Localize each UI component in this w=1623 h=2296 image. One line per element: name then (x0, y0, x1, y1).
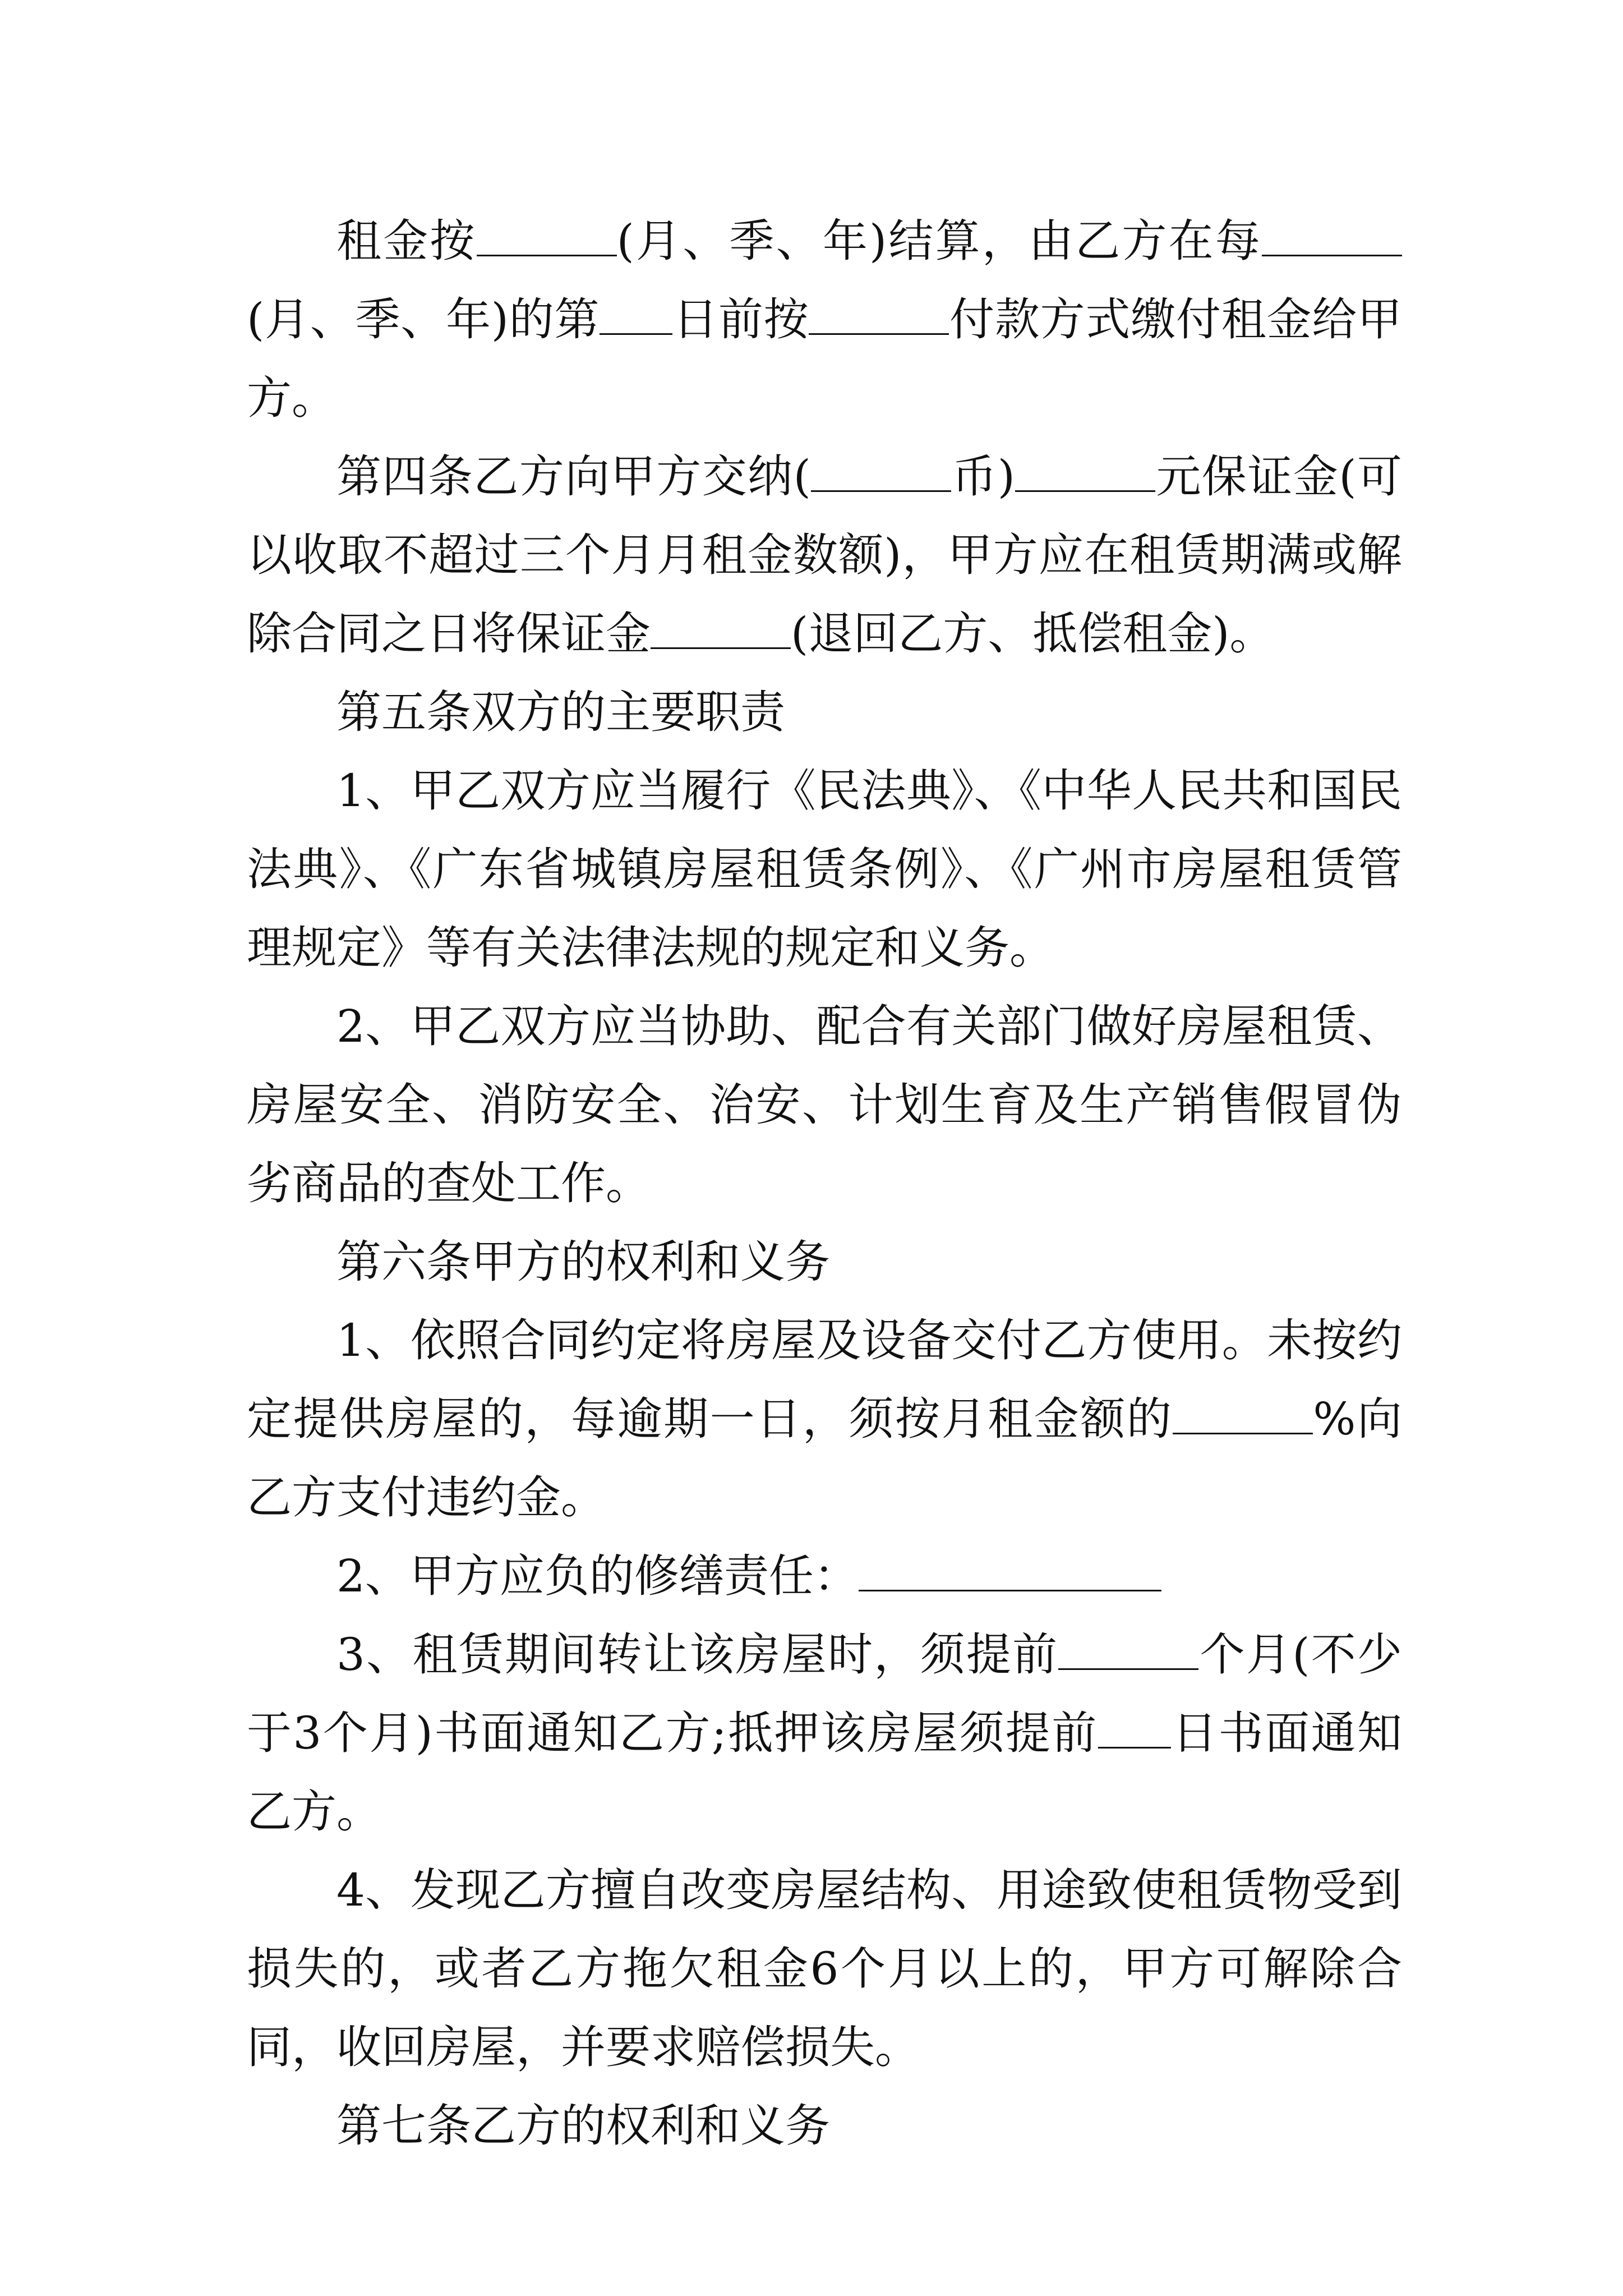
blank-fill-line (1098, 1708, 1171, 1749)
paragraph-text: 1、甲乙双方应当履行《民法典》、《中华人民共和国民法典》、《广东省城镇房屋租赁条例》、《广州市房屋租赁管理规定》等有关法律法规的规定和义务。 (247, 765, 1402, 974)
paragraph-text: (退回乙方、抵偿租金)。 (791, 608, 1275, 660)
paragraph-text: 日书面通知乙方。 (247, 1707, 1402, 1838)
paragraph-text: %向乙方支付违约金。 (247, 1393, 1403, 1524)
paragraph-text: 2、甲方应负的修缮责任： (336, 1550, 859, 1602)
paragraph-text: 个月(不少于3个月)书面通知乙方;抵押该房屋须提前 (247, 1628, 1402, 1759)
paragraph-text: 第六条甲方的权利和义务 (336, 1236, 830, 1288)
paragraph (247, 1616, 1402, 1851)
paragraph (247, 1223, 1402, 1301)
blank-fill-line (651, 608, 791, 649)
paragraph (247, 673, 1402, 752)
paragraph-text: 第七条乙方的权利和义务 (336, 2100, 830, 2152)
blank-fill-line (1015, 451, 1155, 492)
paragraph (247, 1301, 1402, 1537)
paragraph-text: 2、甲乙双方应当协助、配合有关部门做好房屋租赁、房屋安全、消防安全、治安、计划生育及生产销售假冒伪劣商品的查处工作。 (247, 1000, 1402, 1209)
paragraph-text: (月、季、年)结算，由乙方在每 (616, 215, 1262, 267)
blank-fill-line (811, 451, 951, 492)
blank-fill-line (859, 1550, 1161, 1591)
paragraph (247, 1537, 1402, 1616)
paragraph-text: 币) (951, 450, 1015, 503)
paragraph-text: 3、租赁期间转让该房屋时，须提前 (336, 1628, 1059, 1681)
blank-fill-line (809, 294, 949, 335)
blank-fill-line (600, 294, 672, 335)
paragraph (247, 1851, 1402, 2087)
blank-fill-line (1058, 1629, 1198, 1670)
paragraph-text: 付款方式缴付租金给甲方。 (247, 293, 1403, 424)
blank-fill-line (477, 215, 617, 256)
paragraph (247, 438, 1402, 673)
paragraph-text: 4、发现乙方擅自改变房屋结构、用途致使租赁物受到损失的，或者乙方拖欠租金6个月以上的，甲方可解除合同，收回房屋，并要求赔偿损失。 (247, 1864, 1402, 2073)
paragraph-text: 第四条乙方向甲方交纳( (336, 450, 811, 503)
paragraph (247, 752, 1402, 987)
paragraph (247, 987, 1402, 1223)
paragraph (247, 202, 1402, 438)
paragraph-text: (月、季、年)的第 (247, 293, 600, 346)
paragraph-text: 元保证金(可以收取不超过三个月月租金数额)，甲方应在租赁期满或解除合同之日将保证金 (247, 450, 1402, 660)
paragraph-text: 1、依照合同约定将房屋及设备交付乙方使用。未按约定提供房屋的，每逾期一日，须按月租金额的 (247, 1314, 1402, 1445)
paragraph-text: 第五条双方的主要职责 (336, 686, 785, 738)
paragraph-text: 日前按 (672, 293, 809, 346)
paragraph (247, 2087, 1402, 2165)
document-body (247, 202, 1402, 2165)
paragraph-text: 租金按 (336, 215, 477, 267)
blank-fill-line (1262, 215, 1402, 256)
blank-fill-line (1173, 1393, 1313, 1434)
